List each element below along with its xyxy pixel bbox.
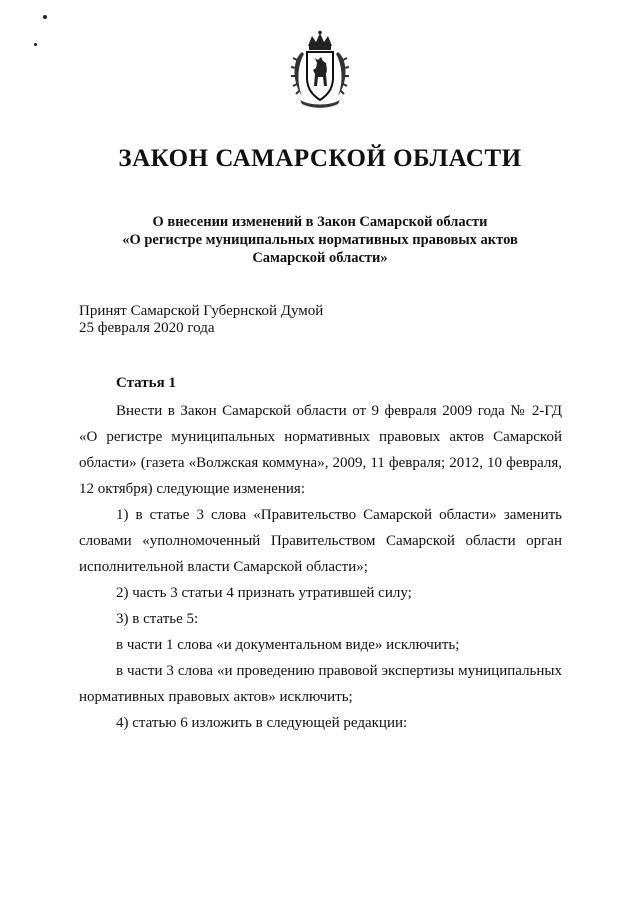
subtitle-line: О внесении изменений в Закон Самарской области	[152, 214, 488, 230]
article-paragraph: 3) в статье 5:	[116, 611, 199, 627]
subtitle-line: «О регистре муниципальных нормативных правовых актов	[122, 232, 518, 248]
adoption-body: Принят Самарской Губернской Думой	[79, 303, 324, 319]
scan-speck	[43, 15, 47, 19]
law-subtitle	[0, 213, 640, 267]
article-body	[79, 398, 562, 736]
coat-of-arms-emblem	[288, 30, 352, 110]
article-paragraph: Внести в Закон Самарской области от 9 февраля 2009 года № 2-ГД «О регистре муниципальных нормативных правовых актов Самарской области» (газета «Волжская коммуна», 2009, 11 февраля; 2012, 10 февраля, 12 октября) следующие изменения:	[79, 403, 562, 497]
article-paragraph: в части 3 слова «и проведению правовой экспертизы муниципальных нормативных правовых актов» исключить;	[79, 663, 562, 705]
article-paragraph: в части 1 слова «и документальном виде» исключить;	[116, 637, 460, 653]
subtitle-line: Самарской области»	[252, 250, 388, 266]
article-paragraph: 1) в статье 3 слова «Правительство Самарской области» заменить словами «уполномоченный Правительством Самарской области орган исполнительной власти Самарской области»;	[79, 507, 562, 575]
article-paragraph: 2) часть 3 статьи 4 признать утратившей силу;	[116, 585, 412, 601]
article-heading: Статья 1	[116, 375, 176, 391]
article-paragraph: 4) статью 6 изложить в следующей редакции:	[116, 715, 408, 731]
adoption-date: 25 февраля 2020 года	[79, 320, 215, 336]
law-title: ЗАКОН САМАРСКОЙ ОБЛАСТИ	[118, 145, 522, 172]
scan-speck	[34, 43, 37, 46]
adoption-note	[79, 303, 323, 337]
